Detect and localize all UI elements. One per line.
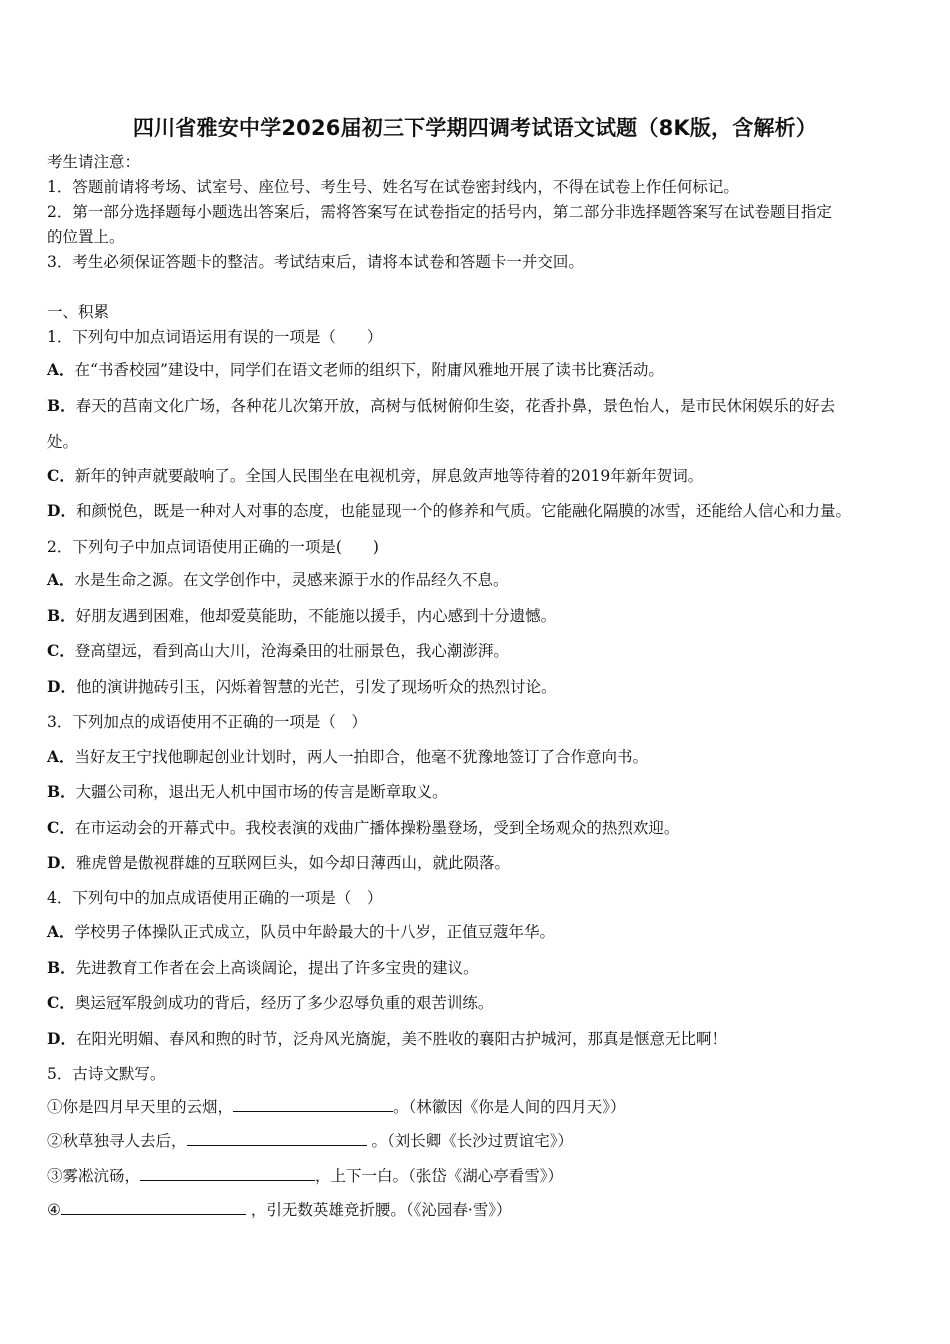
option-text: 他的演讲抛砖引玉，闪烁着智慧的光芒，引发了现场听众的热烈讨论。 [75, 678, 557, 696]
option-letter: D． [47, 501, 76, 520]
option-letter: A． [47, 360, 75, 379]
answer-blank[interactable] [140, 1166, 315, 1181]
option-letter: C． [47, 466, 75, 485]
option-text: 雅虎曾是傲视群雄的互联网巨头，如今却日薄西山，就此陨落。 [75, 854, 510, 872]
option-letter: D． [47, 853, 76, 872]
notice-item: 的位置上。 [47, 228, 125, 246]
option-text: 登高望远，看到高山大川，沧海桑田的壮丽景色，我心潮澎湃。 [74, 642, 509, 660]
fill-suffix: 。（林徽因《你是人间的四月天》） [393, 1098, 626, 1116]
option-text: 水是生命之源。在文学创作中，灵感来源于水的作品经久不息。 [74, 571, 509, 589]
fill-suffix: ，引无数英雄竞折腰。（《沁园春·雪》） [245, 1201, 512, 1219]
option-letter: C． [47, 641, 75, 660]
option-letter: B． [47, 396, 76, 415]
fill-line [47, 1166, 563, 1186]
fill-prefix: ③雾凇沆砀， [47, 1167, 141, 1185]
option-text: 好朋友遇到困难，他却爱莫能助，不能施以援手，内心感到十分遗憾。 [75, 607, 557, 625]
option-text: 在阳光明媚、春风和煦的时节，泛舟风光旖旎，美不胜收的襄阳古护城河，那真是惬意无比啊！ [75, 1030, 727, 1048]
fill-prefix: ④ [47, 1201, 61, 1219]
fill-prefix: ①你是四月早天里的云烟， [47, 1098, 234, 1116]
fill-suffix: ，上下一白。（张岱《湖心亭看雪》） [315, 1167, 564, 1185]
fill-line [47, 1131, 573, 1151]
fill-suffix: 。（刘长卿《长沙过贾谊宅》） [366, 1132, 573, 1150]
option-text: 先进教育工作者在会上高谈阔论，提出了许多宝贵的建议。 [75, 959, 479, 977]
option-letter: C． [47, 993, 75, 1012]
question-stem: 5．古诗文默写。 [47, 1065, 166, 1083]
option-a [47, 360, 664, 380]
option-d [47, 853, 510, 873]
question-stem: 2．下列句子中加点词语使用正确的一项是( ) [47, 538, 379, 556]
notice-item: 1．答题前请将考场、试室号、座位号、考生号、姓名写在试卷密封线内，不得在试卷上作任何标记。 [47, 178, 739, 196]
option-c [47, 641, 509, 661]
option-letter: A． [47, 747, 75, 766]
answer-blank[interactable] [187, 1131, 367, 1146]
option-b [47, 606, 556, 626]
option-letter: A． [47, 570, 75, 589]
question-stem: 3．下列加点的成语使用不正确的一项是（ ） [47, 713, 367, 731]
answer-blank[interactable] [61, 1200, 246, 1215]
option-c [47, 466, 703, 486]
option-text: 当好友王宁找他聊起创业计划时，两人一拍即合，他毫不犹豫地签订了合作意向书。 [74, 748, 649, 766]
option-text: 新年的钟声就要敲响了。全国人民围坐在电视机旁，屏息敛声地等待着的2019年新年贺词。 [74, 467, 704, 485]
option-letter: A． [47, 922, 75, 941]
answer-blank[interactable] [233, 1097, 393, 1112]
option-text: 在“书香校园”建设中，同学们在语文老师的组织下，附庸风雅地开展了读书比赛活动。 [74, 361, 664, 379]
option-letter: B． [47, 606, 76, 625]
option-text: 大疆公司称，退出无人机中国市场的传言是断章取义。 [75, 783, 448, 801]
exam-title: 四川省雅安中学2026届初三下学期四调考试语文试题（8K版，含解析） [132, 116, 818, 140]
option-b [47, 396, 835, 416]
option-b-continued [47, 432, 78, 452]
question-stem: 4．下列句中的加点成语使用正确的一项是（ ） [47, 889, 383, 907]
option-letter: B． [47, 958, 76, 977]
notice-item: 3．考生必须保证答题卡的整洁。考试结束后，请将本试卷和答题卡一并交回。 [47, 253, 584, 271]
option-text: 在市运动会的开幕式中。我校表演的戏曲广播体操粉墨登场，受到全场观众的热烈欢迎。 [74, 819, 680, 837]
option-d [47, 501, 851, 521]
option-b [47, 782, 448, 802]
question-stem: 1．下列句中加点词语运用有误的一项是（ ） [47, 328, 383, 346]
notice-item: 2．第一部分选择题每小题选出答案后，需将答案写在试卷指定的括号内，第二部分非选择题答案写在试卷题目指定 [47, 203, 832, 221]
option-d [47, 677, 556, 697]
fill-line [47, 1097, 626, 1117]
option-c [47, 818, 679, 838]
notice-heading: 考生请注意： [47, 153, 141, 171]
option-text: 奥运冠军殷剑成功的背后，经历了多少忍辱负重的艰苦训练。 [74, 994, 494, 1012]
option-a [47, 922, 555, 942]
option-letter: C． [47, 818, 75, 837]
option-c [47, 993, 493, 1013]
option-text: 学校男子体操队正式成立，队员中年龄最大的十八岁，正值豆蔻年华。 [74, 923, 556, 941]
fill-line [47, 1200, 512, 1220]
option-letter: B． [47, 782, 76, 801]
option-text: 和颜悦色，既是一种对人对事的态度，也能显现一个的修养和气质。它能融化隔膜的冰雪，还能给人信心和力量。 [75, 502, 851, 520]
option-letter: D． [47, 677, 76, 696]
option-text: 处。 [47, 433, 79, 451]
section-heading: 一、积累 [47, 303, 110, 321]
option-a [47, 747, 648, 767]
option-a [47, 570, 509, 590]
fill-prefix: ②秋草独寻人去后， [47, 1132, 187, 1150]
option-text: 春天的莒南文化广场，各种花儿次第开放，高树与低树俯仰生姿，花香扑鼻，景色怡人，是市民休闲娱乐的好去 [75, 397, 836, 415]
option-b [47, 958, 479, 978]
option-d [47, 1029, 727, 1049]
option-letter: D． [47, 1029, 76, 1048]
